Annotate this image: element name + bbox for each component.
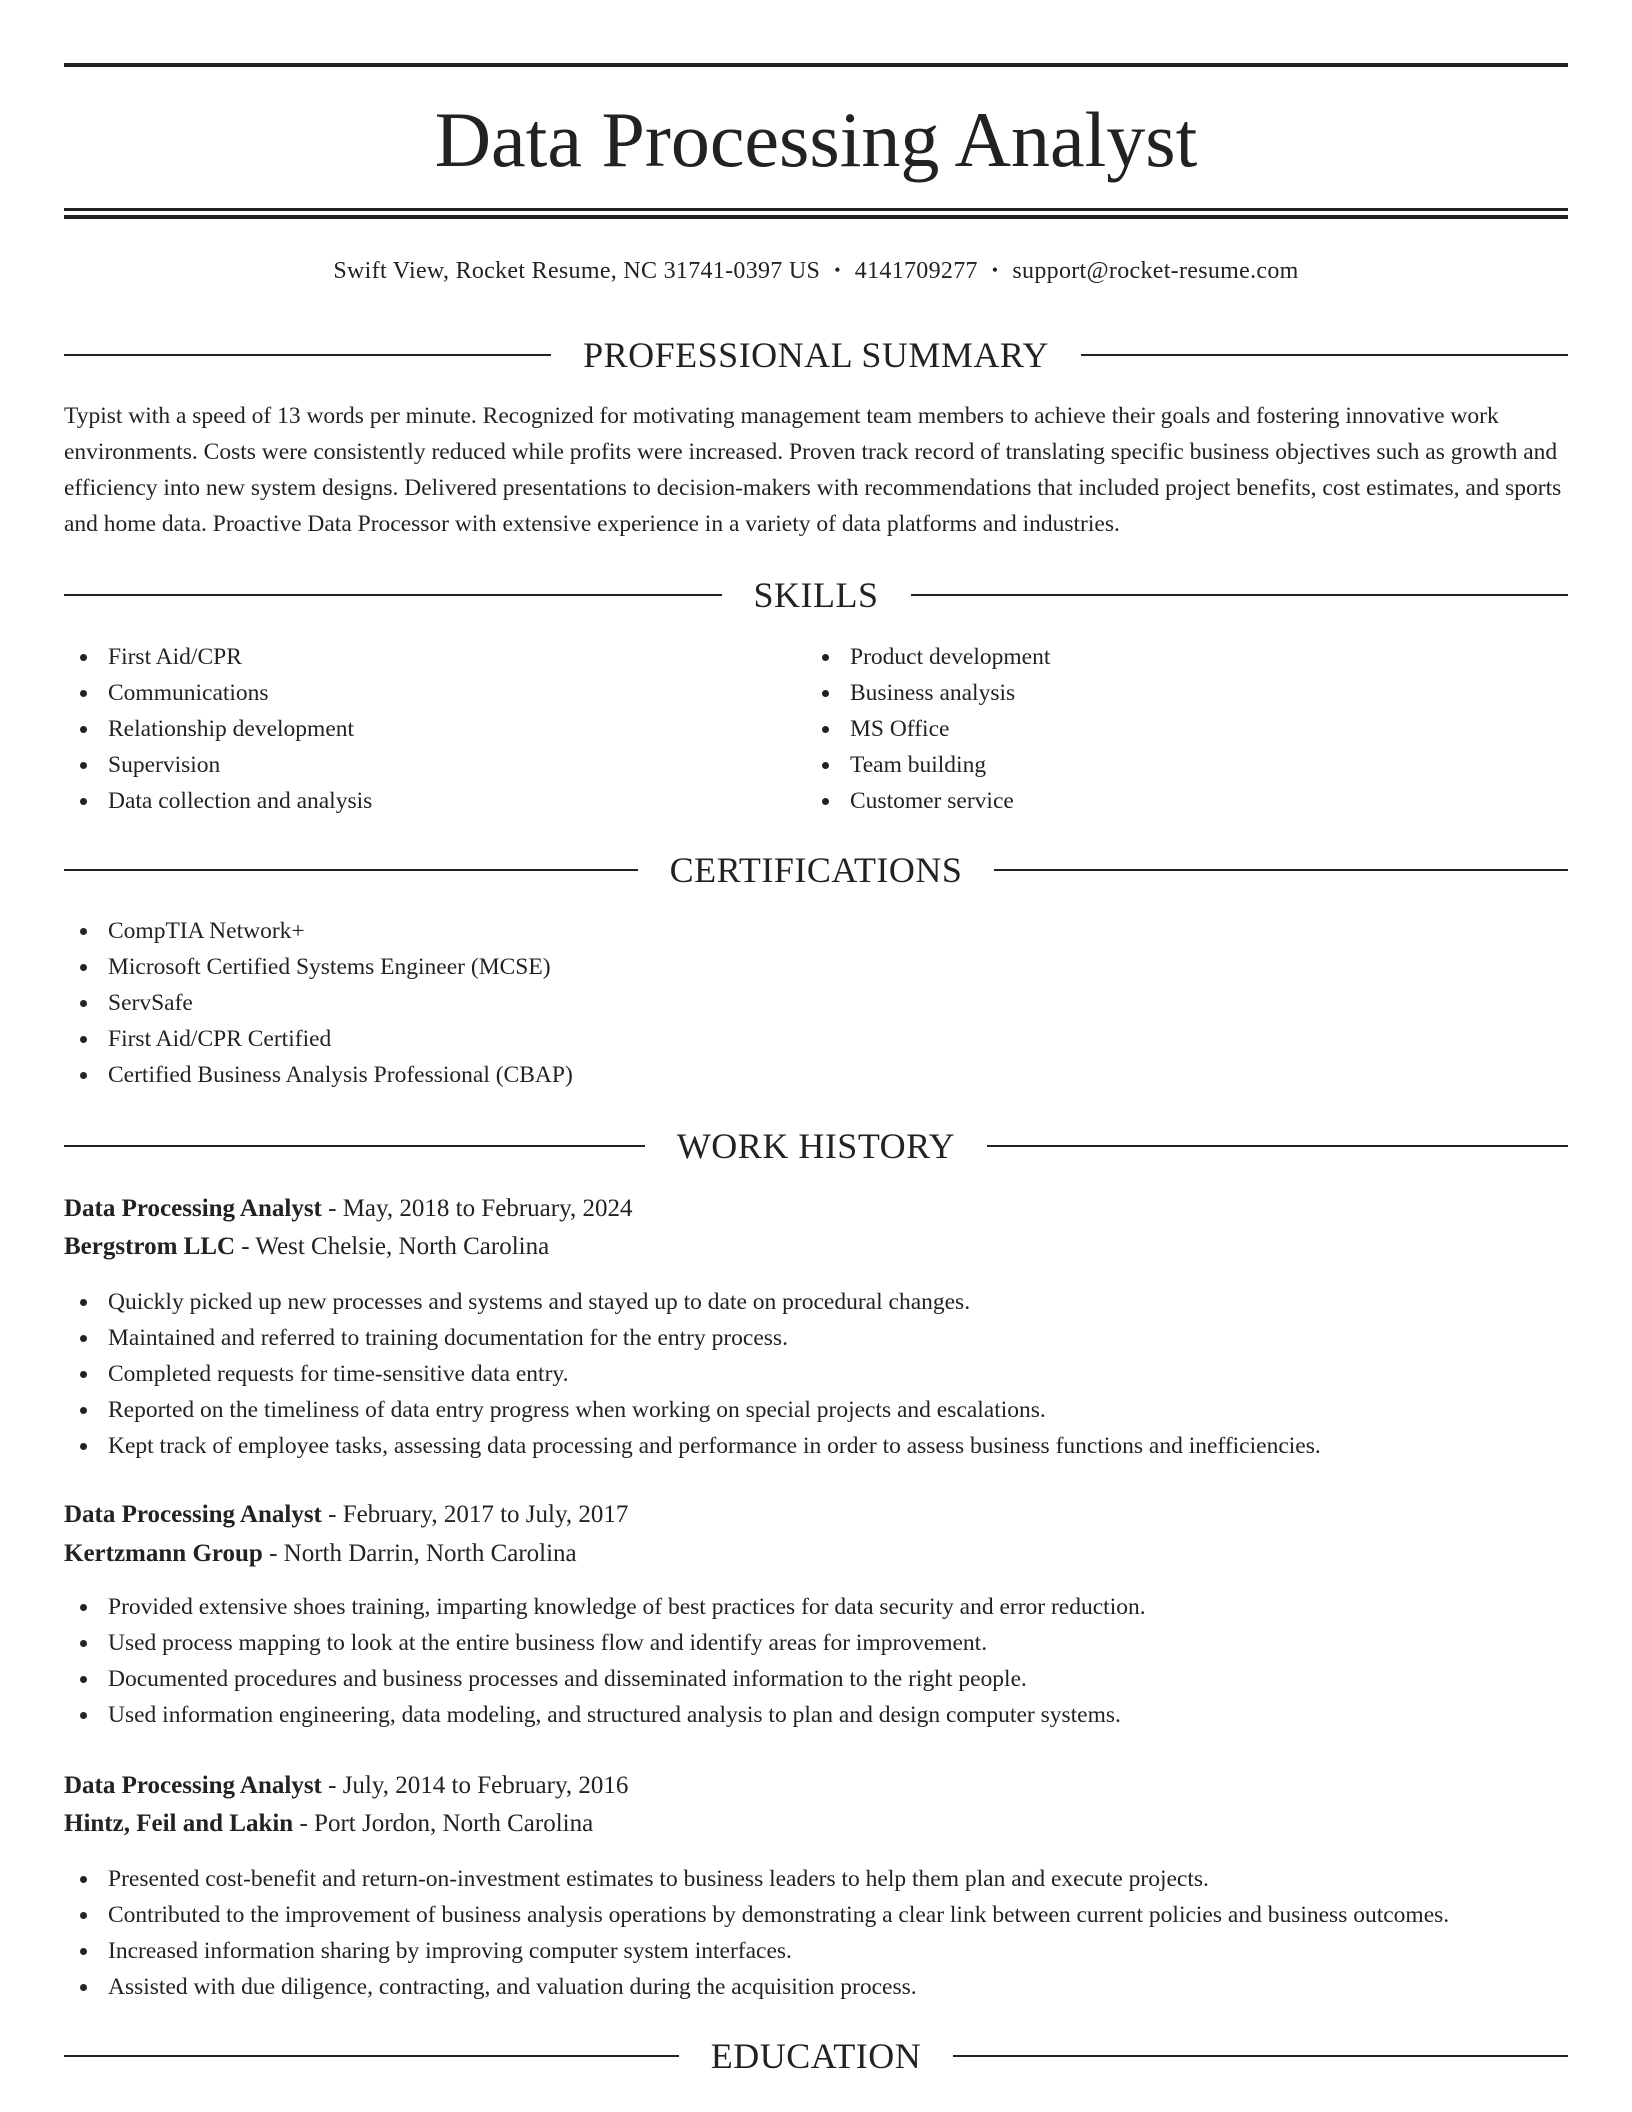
job-bullet: Quickly picked up new processes and systems and stayed up to date on procedural changes. [64,1284,1568,1320]
contact-separator: • [834,260,841,280]
job-title: Data Processing Analyst [64,1501,322,1528]
section-heading-summary [64,335,1568,375]
contact-line [64,256,1568,287]
section-title: PROFESSIONAL SUMMARY [583,335,1049,375]
heading-rule [64,2055,679,2057]
certification-item: ServSafe [64,985,1568,1021]
certification-item: First Aid/CPR Certified [64,1021,1568,1057]
skill-item: Relationship development [64,711,804,747]
job-bullet: Documented procedures and business processes and disseminated information to the right people. [64,1661,1568,1697]
heading-rule [987,1145,1568,1147]
heading-rule [64,869,638,871]
job-company-line [64,1229,549,1265]
header-top-rule [64,63,1568,67]
job-company: Bergstrom LLC [64,1233,236,1260]
certification-item: Microsoft Certified Systems Engineer (MCSE) [64,949,1568,985]
section-title: WORK HISTORY [676,1126,956,1166]
header-bottom-rule [64,208,1568,211]
section-title: EDUCATION [710,2036,922,2076]
skill-item: Supervision [64,747,804,783]
contact-email: support@rocket-resume.com [1012,258,1299,284]
job-company: Kertzmann Group [64,1540,263,1567]
resume-title: Data Processing Analyst [434,96,1198,183]
job-bullet: Maintained and referred to training documentation for the entry process. [64,1320,1568,1356]
job-bullet: Presented cost-benefit and return-on-investment estimates to business leaders to help them plan and execute projects. [64,1861,1568,1897]
job-bullet-list [64,1589,1568,1733]
contact-address: Swift View, Rocket Resume, NC 31741-0397 US [333,258,821,284]
heading-rule [994,869,1568,871]
skills-list-right [806,639,1566,819]
job-location: - North Darrin, North Carolina [262,1540,577,1567]
job-title: Data Processing Analyst [64,1195,322,1222]
job-bullet: Increased information sharing by improving computer system interfaces. [64,1933,1568,1969]
skill-item: Customer service [806,783,1566,819]
section-title: CERTIFICATIONS [669,850,963,890]
job-company: Hintz, Feil and Lakin [64,1810,294,1837]
skill-item: MS Office [806,711,1566,747]
heading-rule [1081,354,1568,356]
job-bullet-list [64,1284,1568,1464]
job-dates: - May, 2018 to February, 2024 [321,1195,633,1222]
certification-item: CompTIA Network+ [64,913,1568,949]
heading-rule [64,1145,645,1147]
job-bullet: Assisted with due diligence, contracting, and valuation during the acquisition process. [64,1969,1568,2005]
job-bullet: Provided extensive shoes training, imparting knowledge of best practices for data security and error reduction. [64,1589,1568,1625]
section-heading-education [64,2036,1568,2076]
heading-rule [911,594,1569,596]
heading-rule [64,594,722,596]
job-bullet: Reported on the timeliness of data entry progress when working on special projects and escalations. [64,1392,1568,1428]
job-company-line [64,1806,593,1842]
heading-rule [953,2055,1568,2057]
section-heading-certifications [64,850,1568,890]
job-bullet: Used process mapping to look at the entire business flow and identify areas for improvement. [64,1625,1568,1661]
job-title-line [64,1497,628,1533]
section-title: SKILLS [753,575,879,615]
skill-item: Communications [64,675,804,711]
header-bottom-rule-second [64,215,1568,219]
job-title-line [64,1768,628,1804]
certification-item: Certified Business Analysis Professional (CBAP) [64,1057,1568,1093]
job-location: - West Chelsie, North Carolina [235,1233,550,1260]
certifications-list [64,913,1568,1093]
skill-item: First Aid/CPR [64,639,804,675]
job-title: Data Processing Analyst [64,1772,322,1799]
section-heading-skills [64,575,1568,615]
heading-rule [64,354,551,356]
skill-item: Team building [806,747,1566,783]
skill-item: Business analysis [806,675,1566,711]
job-location: - Port Jordon, North Carolina [293,1810,594,1837]
job-company-line [64,1536,577,1572]
job-bullet: Contributed to the improvement of business analysis operations by demonstrating a clear link between current policies and business outcomes. [64,1897,1568,1933]
job-dates: - July, 2014 to February, 2016 [321,1772,629,1799]
job-bullet: Completed requests for time-sensitive data entry. [64,1356,1568,1392]
section-heading-work-history [64,1126,1568,1166]
skills-list-left [64,639,804,819]
job-bullet-list [64,1861,1568,2005]
contact-separator: • [991,260,999,280]
contact-phone: 4141709277 [854,258,978,284]
job-bullet: Kept track of employee tasks, assessing data processing and performance in order to assess business functions and inefficiencies. [64,1428,1568,1464]
job-title-line [64,1191,632,1227]
job-bullet: Used information engineering, data modeling, and structured analysis to plan and design computer systems. [64,1697,1568,1733]
skill-item: Data collection and analysis [64,783,804,819]
skill-item: Product development [806,639,1566,675]
job-dates: - February, 2017 to July, 2017 [321,1501,629,1528]
summary-text: Typist with a speed of 13 words per minute. Recognized for motivating management team members to achieve their goals and fostering innovative work environments. Costs were consistently reduced while profits were increased. Proven track record of translating specific business objectives such as growth and efficiency into new system designs. Delivered presentations to decision-makers with recommendations that included project benefits, cost estimates, and sports and home data. Proactive Data Processor with extensive experience in a variety of data platforms and industries. [64,403,1562,537]
